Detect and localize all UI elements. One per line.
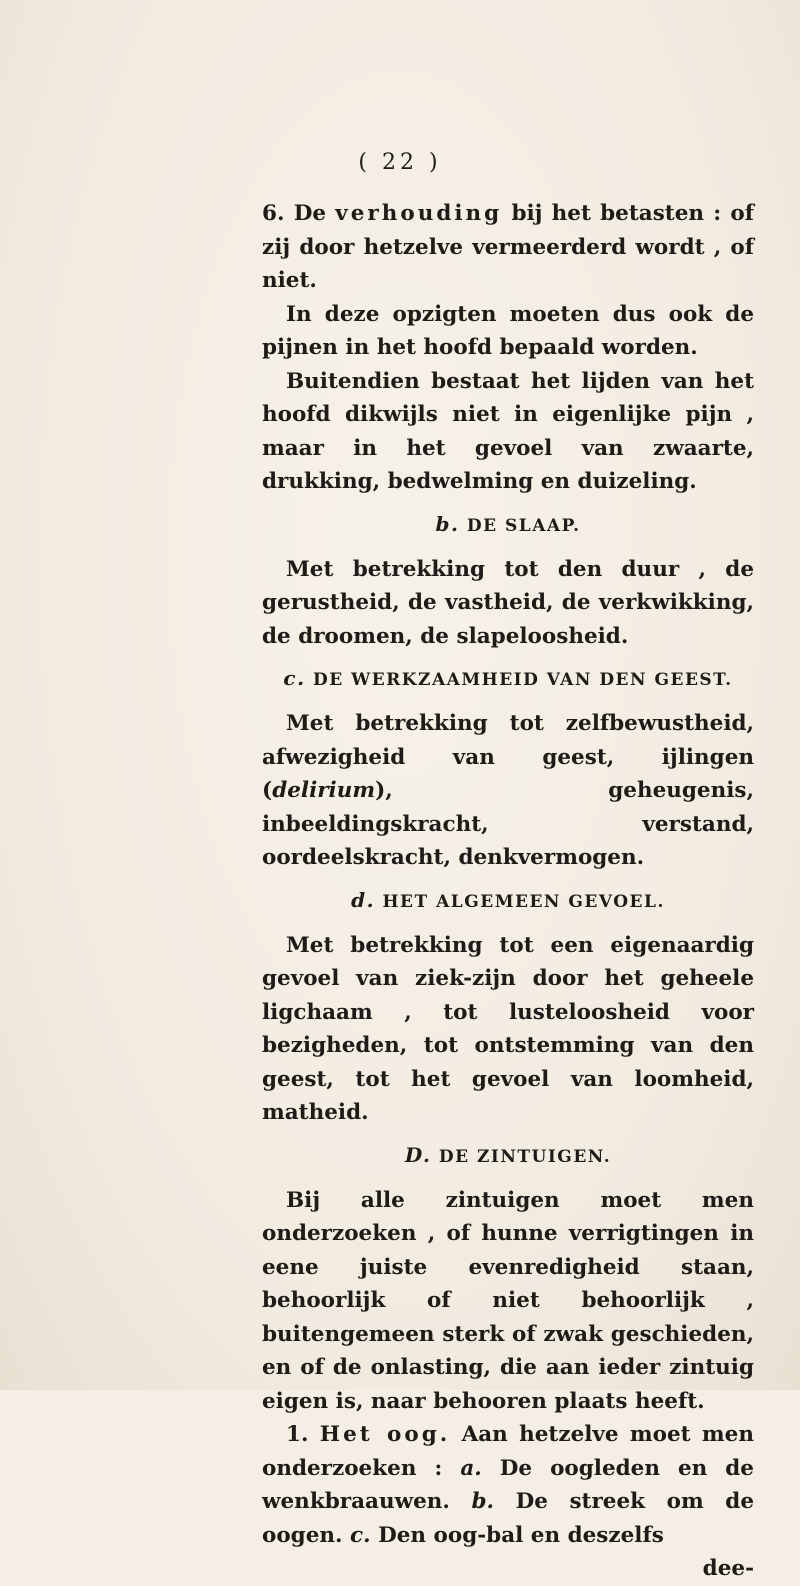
section-c-body-italic: delirium <box>272 778 376 803</box>
section-6-spaced-word: verhouding <box>335 201 503 226</box>
section-d-body: Met betrekking tot een eigenaardig gevoel van ziek-zijn door het geheele ligchaam , tot lusteloosheid voor bezigheden, tot ontstemming van den geest, tot het gevoel van loomheid, matheid. <box>262 932 754 1125</box>
section-c-heading <box>262 665 754 693</box>
section-c-body-before: Met betrekking tot zelfbewustheid, afwezigheid van geest, ijlingen ( <box>262 711 754 803</box>
section-6-paragraph <box>262 197 754 298</box>
catchword: dee- <box>702 1556 754 1581</box>
section-6-rest: bij het betasten : of zij door hetzelve vermeerderd wordt , of niet. <box>262 201 754 293</box>
section-b-letter: b. <box>435 511 460 536</box>
section-c-letter: c. <box>283 666 306 690</box>
item-1-number: 1. <box>286 1422 309 1447</box>
item-1-text: Aan hetzelve moet men onderzoeken : <box>262 1422 754 1481</box>
section-b-heading <box>262 511 754 539</box>
page-text <box>262 197 754 1586</box>
section-D-letter: D. <box>404 1142 432 1167</box>
section-D-title: DE ZINTUIGEN. <box>438 1146 612 1167</box>
section-b-title: DE SLAAP. <box>466 515 581 536</box>
item-1-a-text: De oogleden en de wenkbraauwen. <box>262 1455 754 1514</box>
item-1-b-text: De streek om de oogen. <box>262 1489 754 1548</box>
section-b-body: Met betrekking tot den duur , de gerustheid, de vastheid, de verkwikking, de droomen, de slapeloosheid. <box>262 556 754 649</box>
section-6-lead-word: De <box>293 201 327 226</box>
section-D-body: Bij alle zintuigen moet men onderzoeken , of hunne verrigtingen in eene juiste evenredigheid staan, behoorlijk of niet behoorlijk , buitengemeen sterk of zwak geschieden, en of de onlasting, die aan ieder zintuig eigen is, naar behooren plaats heeft. <box>262 1187 754 1414</box>
item-1-c-text: Den oog-bal en deszelfs <box>378 1522 664 1548</box>
section-d-heading <box>262 887 754 915</box>
item-1-a-letter: a. <box>460 1455 482 1481</box>
section-6-number: 6. <box>262 201 285 226</box>
section-d-letter: d. <box>351 887 376 912</box>
section-c-body <box>262 707 754 875</box>
item-1-c-letter: c. <box>350 1522 371 1548</box>
section-c-title: DE WERKZAAMHEID VAN DEN GEEST. <box>312 670 733 690</box>
section-6-paragraph-3: Buitendien bestaat het lijden van het hoofd dikwijls niet in eigenlijke pijn , maar in het gevoel van zwaarte, drukking, bedwelming en duizeling. <box>262 368 754 494</box>
item-1-b-letter: b. <box>471 1489 494 1514</box>
item-1-spaced: Het oog. <box>319 1422 451 1447</box>
page-number: ( 22 ) <box>358 150 442 175</box>
section-d-title: HET ALGEMEEN GEVOEL. <box>382 891 665 912</box>
section-D-heading <box>262 1142 754 1170</box>
section-D-item-1 <box>262 1418 754 1552</box>
section-c-body-after: ), geheugenis, inbeeldingskracht, verstand, oordeelskracht, denkvermogen. <box>262 778 754 870</box>
section-6-paragraph-2: In deze opzigten moeten dus ook de pijnen in het hoofd bepaald worden. <box>262 301 754 360</box>
